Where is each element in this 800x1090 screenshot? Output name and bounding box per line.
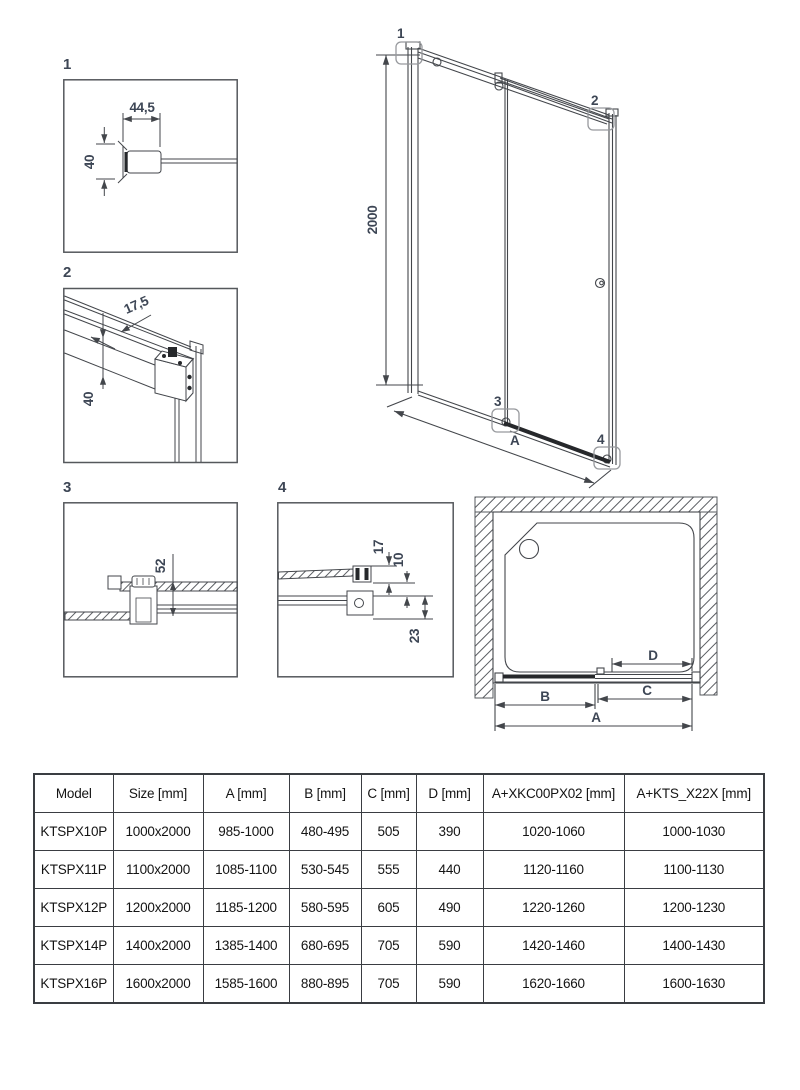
cell-d: 390 (416, 813, 483, 851)
cell-model: KTSPX11P (34, 851, 113, 889)
detail-2-offset-dim: 17,5 (121, 292, 151, 317)
cell-a: 1185-1200 (203, 889, 289, 927)
detail-1-number: 1 (63, 56, 72, 73)
col-header-xkc: A+XKC00PX02 [mm] (483, 774, 624, 813)
cell-b: 880-895 (289, 965, 361, 1004)
wall-left (475, 512, 493, 698)
plan-dim-c: C (642, 683, 652, 698)
detail-4-number: 4 (278, 479, 287, 496)
cell-a: 1585-1600 (203, 965, 289, 1004)
detail-1-height-dim: 40 (82, 154, 97, 170)
cell-b: 480-495 (289, 813, 361, 851)
roller-cap (132, 576, 155, 587)
cell-d: 590 (416, 965, 483, 1004)
cell-xkc: 1120-1160 (483, 851, 624, 889)
cell-size: 1600x2000 (113, 965, 203, 1004)
col-header-d: D [mm] (416, 774, 483, 813)
detail-4-bottom-dim: 23 (407, 628, 422, 644)
cell-kts: 1100-1130 (624, 851, 764, 889)
elevation-drawing (360, 15, 660, 490)
table-row (34, 813, 764, 851)
col-header-a: A [mm] (203, 774, 289, 813)
cell-kts: 1600-1630 (624, 965, 764, 1004)
detail-1-drawing (63, 79, 238, 253)
cell-xkc: 1420-1460 (483, 927, 624, 965)
detail-1-width-dim: 44,5 (129, 100, 155, 115)
detail-2-height-dim: 40 (81, 391, 96, 407)
col-header-size: Size [mm] (113, 774, 203, 813)
plan-dim-b: B (540, 689, 550, 704)
cell-b: 530-545 (289, 851, 361, 889)
glass-panel-edge (279, 569, 354, 579)
detail-3-number: 3 (63, 479, 72, 496)
cell-a: 1085-1100 (203, 851, 289, 889)
cell-xkc: 1020-1060 (483, 813, 624, 851)
cell-c: 505 (361, 813, 416, 851)
detail-4-top-dim: 17 (371, 539, 386, 555)
cell-xkc: 1220-1260 (483, 889, 624, 927)
cell-a: 985-1000 (203, 813, 289, 851)
col-header-kts: A+KTS_X22X [mm] (624, 774, 764, 813)
plan-dim-a: A (591, 710, 601, 725)
table-row (34, 889, 764, 927)
cell-c: 605 (361, 889, 416, 927)
col-header-b: B [mm] (289, 774, 361, 813)
cell-d: 490 (416, 889, 483, 927)
plan-dim-d: D (648, 648, 658, 663)
table-row (34, 965, 764, 1004)
cell-c: 555 (361, 851, 416, 889)
table-row (34, 927, 764, 965)
elevation-callout-2: 2 (591, 93, 599, 108)
elevation-callout-1: 1 (397, 26, 405, 41)
spec-table (33, 773, 765, 1004)
cell-model: KTSPX12P (34, 889, 113, 927)
cell-kts: 1200-1230 (624, 889, 764, 927)
door-handle (597, 668, 604, 674)
wall-top (475, 497, 717, 512)
cell-c: 705 (361, 965, 416, 1004)
cell-kts: 1000-1030 (624, 813, 764, 851)
elevation-height-dim: 2000 (365, 205, 380, 235)
detail-4-mid-dim: 10 (391, 552, 406, 568)
detail-3-drawing (63, 502, 238, 678)
cell-model: KTSPX16P (34, 965, 113, 1004)
table-header-row (34, 774, 764, 813)
cell-b: 580-595 (289, 889, 361, 927)
col-header-c: C [mm] (361, 774, 416, 813)
wall-right (700, 512, 717, 695)
plan-view-drawing (470, 488, 730, 750)
cell-size: 1400x2000 (113, 927, 203, 965)
gasket-bar (125, 152, 128, 172)
col-header-model: Model (34, 774, 113, 813)
elevation-callout-4: 4 (597, 432, 605, 447)
cell-model: KTSPX14P (34, 927, 113, 965)
cell-size: 1200x2000 (113, 889, 203, 927)
cell-c: 705 (361, 927, 416, 965)
cell-b: 680-695 (289, 927, 361, 965)
elevation-callout-3: 3 (494, 394, 502, 409)
cell-kts: 1400-1430 (624, 927, 764, 965)
detail-2-drawing (63, 287, 238, 464)
table-row (34, 851, 764, 889)
glass-clamp (168, 347, 177, 357)
cell-size: 1100x2000 (113, 851, 203, 889)
elevation-width-dim: A (510, 433, 520, 448)
detail-2-number: 2 (63, 264, 72, 281)
detail-4-drawing (277, 502, 454, 678)
cell-a: 1385-1400 (203, 927, 289, 965)
cell-size: 1000x2000 (113, 813, 203, 851)
cell-model: KTSPX10P (34, 813, 113, 851)
cell-d: 440 (416, 851, 483, 889)
cell-d: 590 (416, 927, 483, 965)
cell-xkc: 1620-1660 (483, 965, 624, 1004)
sliding-door (503, 675, 595, 679)
detail-3-height-dim: 52 (153, 558, 168, 574)
